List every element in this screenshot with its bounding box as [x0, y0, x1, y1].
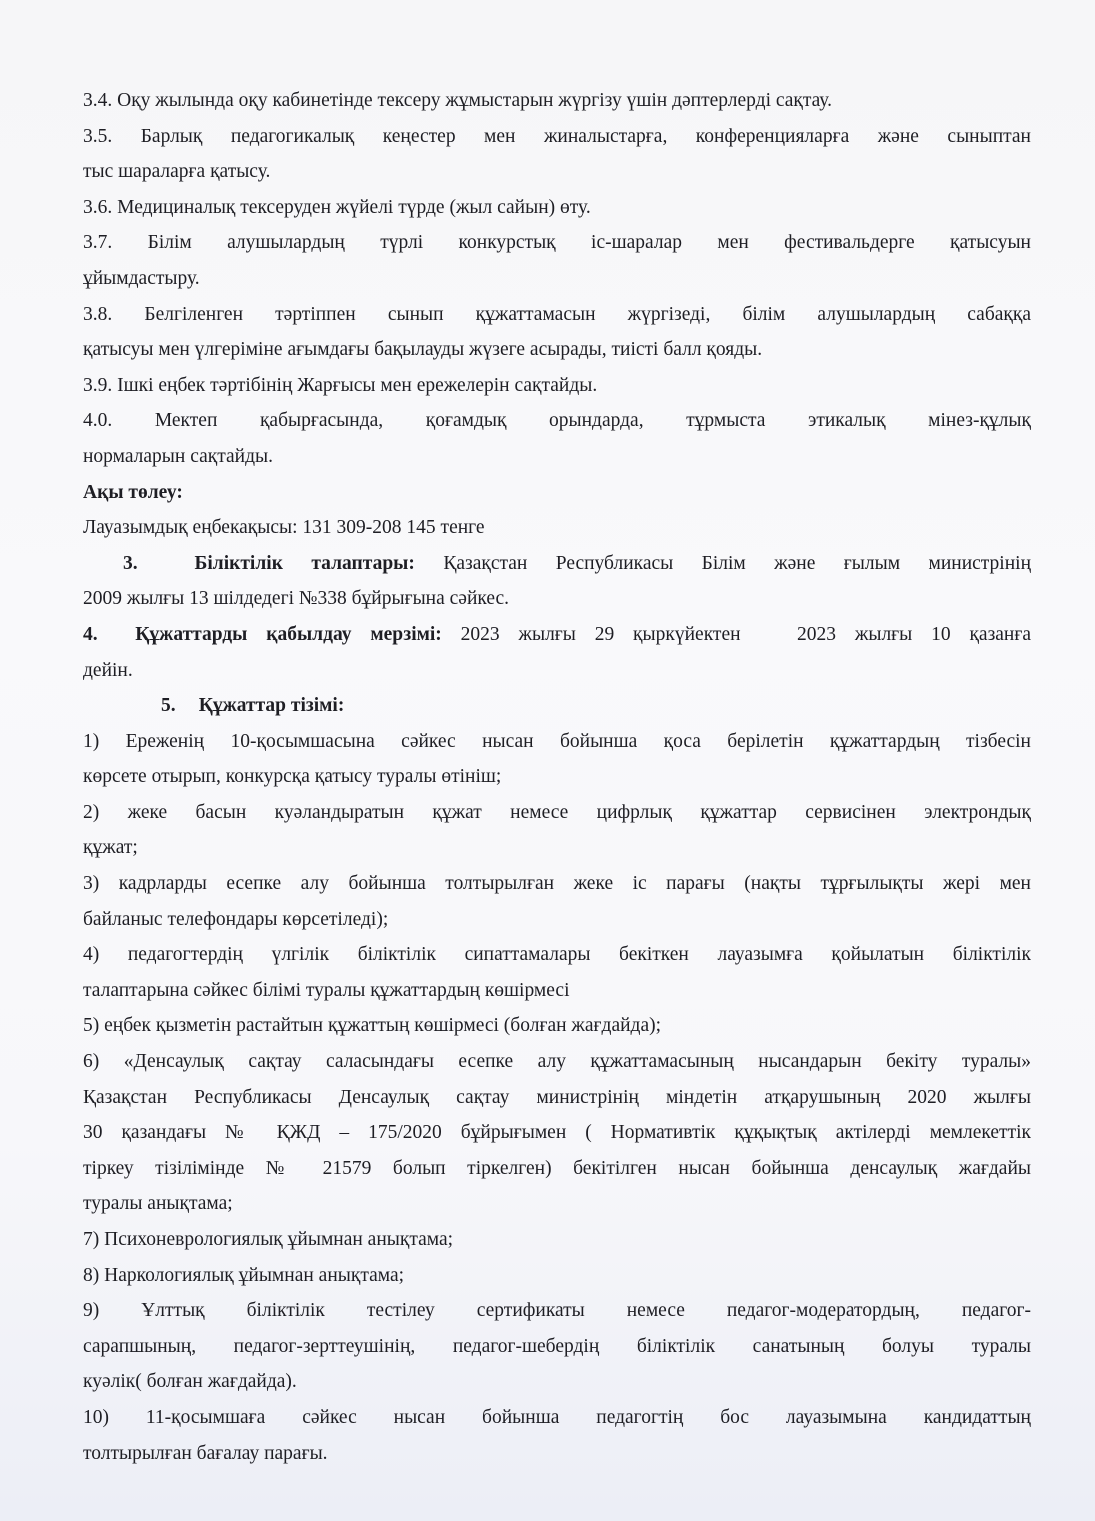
duty-item-line: 3.5. Барлық педагогикалық кеңестер мен жиналыстарға, конференцияларға және сыныптан	[83, 125, 1031, 147]
duty-item	[83, 403, 1031, 474]
duty-item-line: ұйымдастыру.	[83, 267, 200, 289]
deadline-text-1: 2023 жылғы 29 қыркүйектен 2023 жылғы 10 қазанға	[460, 623, 1032, 645]
duty-item-line: 3.9. Ішкі еңбек тәртібінің Жарғысы мен ережелерін сақтайды.	[83, 374, 598, 396]
duties-list	[83, 83, 1031, 475]
document-item	[83, 1008, 1031, 1044]
document-item	[83, 795, 1031, 866]
deadline-line-1	[83, 617, 1031, 653]
document-item	[83, 724, 1031, 795]
duty-item	[83, 83, 1031, 119]
duty-item	[83, 190, 1031, 226]
qualification-line-1	[83, 546, 1031, 582]
document-item-line: 9) Ұлттық біліктілік тестілеу сертификаты немесе педагог-модератордың, педагог-	[83, 1300, 1031, 1322]
document-item	[83, 1258, 1031, 1294]
document-item-line: 3) кадрларды есепке алу бойынша толтырылған жеке іс парағы (нақты тұрғылықты жері мен	[83, 873, 1031, 895]
deadline-number: 4.	[83, 623, 98, 645]
duty-item-line: 3.4. Оқу жылында оқу кабинетінде тексеру жұмыстарын жүргізу үшін дәптерлерді сақтау.	[83, 90, 832, 111]
document-item-line: 1) Ереженің 10-қосымшасына сәйкес нысан бойынша қоса берілетін құжаттардың тізбесін	[83, 730, 1031, 752]
qualification-text-1: Қазақстан Республикасы Білім және ғылым министрінің	[443, 552, 1032, 574]
deadline-label: Құжаттарды қабылдау мерзімі:	[135, 623, 442, 645]
qualification-label: Біліктілік талаптары:	[194, 552, 415, 574]
document-item	[83, 1044, 1031, 1222]
document-item-line: тіркеу тізілімінде № 21579 болып тіркелген) бекітілген нысан бойынша денсаулық жағдайы	[83, 1157, 1031, 1179]
duty-item	[83, 225, 1031, 296]
duty-item-line: нормаларын сақтайды.	[83, 445, 273, 467]
duty-item	[83, 297, 1031, 368]
documents-number: 5.	[161, 695, 176, 717]
duty-item	[83, 368, 1031, 404]
qualification-section	[83, 546, 1031, 617]
deadline-text-2: дейін.	[83, 659, 133, 681]
document-item	[83, 937, 1031, 1008]
duty-item-line: тыс шараларға қатысу.	[83, 161, 271, 183]
document-item-line: 2) жеке басын куәландыратын құжат немесе цифрлық құжаттар сервисінен электрондық	[83, 801, 1031, 823]
qualification-number: 3.	[123, 552, 138, 574]
document-item	[83, 866, 1031, 937]
payment-heading: Ақы төлеу:	[83, 481, 183, 503]
duty-item-line: 3.8. Белгіленген тәртіппен сынып құжаттамасын жүргізеді, білім алушылардың сабаққа	[83, 303, 1031, 325]
documents-list	[83, 724, 1031, 1471]
document-item-line: сарапшының, педагог-зерттеушінің, педагог-шебердің біліктілік санатының болуы туралы	[83, 1335, 1031, 1357]
document-item-line: талаптарына сәйкес білімі туралы құжаттардың көшірмесі	[83, 979, 570, 1001]
document-item	[83, 1400, 1031, 1471]
qualification-text-2: 2009 жылғы 13 шілдедегі №338 бұйрығына сәйкес.	[83, 588, 510, 610]
document-item-line: 5) еңбек қызметін растайтын құжаттың көшірмесі (болған жағдайда);	[83, 1015, 662, 1037]
document-item	[83, 1293, 1031, 1400]
document-item-line: туралы анықтама;	[83, 1193, 233, 1215]
duty-item-line: 3.6. Медициналық тексеруден жүйелі түрде (жыл сайын) өту.	[83, 196, 591, 218]
document-body	[83, 83, 1031, 1471]
duty-item	[83, 119, 1031, 190]
document-item-line: байланыс телефондары көрсетіледі);	[83, 908, 389, 930]
documents-heading-text: Құжаттар тізімі:	[198, 695, 345, 717]
document-item-line: 30 қазандағы № ҚЖД – 175/2020 бұйрығымен ( Нормативтік құқықтық актілерді мемлекеттік	[83, 1122, 1031, 1144]
document-item-line: құжат;	[83, 837, 138, 859]
duty-item-line: 4.0. Мектеп қабырғасында, қоғамдық орындарда, тұрмыста этикалық мінез-құлық	[83, 410, 1031, 432]
document-item-line: көрсете отырып, конкурсқа қатысу туралы өтініш;	[83, 766, 502, 788]
document-item-line: 6) «Денсаулық сақтау саласындағы есепке алу құжаттамасының нысандарын бекіту туралы»	[83, 1051, 1031, 1073]
document-item-line: 10) 11-қосымшаға сәйкес нысан бойынша педагогтің бос лауазымына кандидаттың	[83, 1406, 1031, 1428]
document-item-line: толтырылған бағалау парағы.	[83, 1442, 328, 1464]
salary-line: Лауазымдық еңбекақысы: 131 309-208 145 тенге	[83, 517, 485, 539]
document-item-line: 8) Наркологиялық ұйымнан анықтама;	[83, 1264, 405, 1286]
duty-item-line: қатысуы мен үлгеріміне ағымдағы бақылауды жүзеге асырады, тиісті балл қояды.	[83, 339, 763, 361]
documents-heading	[83, 688, 1031, 724]
document-item-line: 7) Психоневрологиялық ұйымнан анықтама;	[83, 1229, 454, 1250]
duty-item-line: 3.7. Білім алушылардың түрлі конкурстық іс-шаралар мен фестивальдерге қатысуын	[83, 232, 1031, 254]
document-item-line: Қазақстан Республикасы Денсаулық сақтау министрінің міндетін атқарушының 2020 жылғы	[83, 1086, 1031, 1108]
document-item-line: куәлік( болған жағдайда).	[83, 1371, 297, 1393]
document-item-line: 4) педагогтердің үлгілік біліктілік сипаттамалары бекіткен лауазымға қойылатын біліктілік	[83, 944, 1031, 966]
document-item	[83, 1222, 1031, 1258]
deadline-section	[83, 617, 1031, 688]
